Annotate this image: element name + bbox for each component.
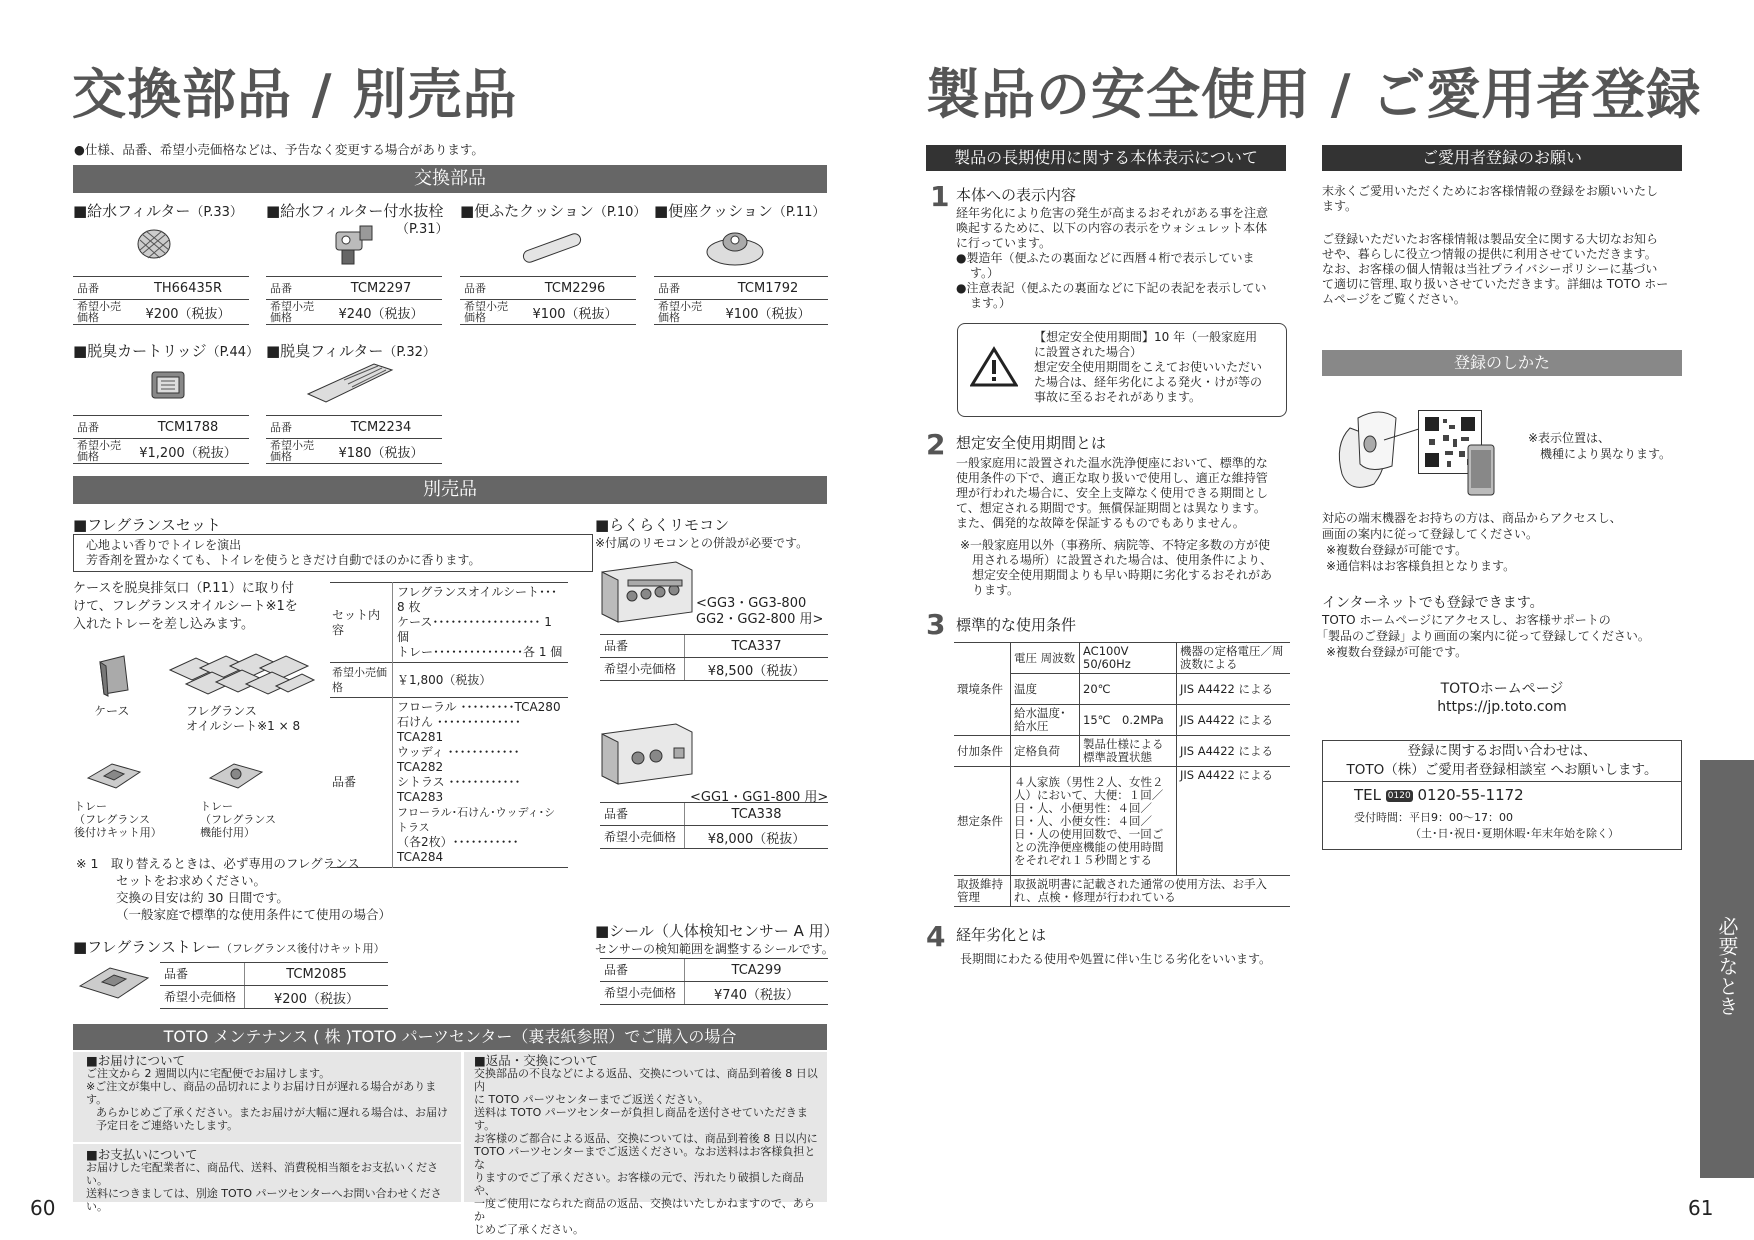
warning-text: 【想定安全使用期間】10 年（一般家庭用 に設置された場合） 想定安全使用期間をこえてお使いいただい た場合は、経年劣化による発火・けが等の 事故に至るおそれがあります。: [1034, 330, 1263, 404]
remote-model1: <GG3・GG3-800 GG2・GG2-800 用>: [696, 596, 824, 627]
fragrance-footnote: ※ 1 取り替えるときは、必ず専用のフレグランス セットをお求めください。 交換の目安は約 30 日間です。 （一般家庭で標準的な使用条件にて使用の場合）: [76, 856, 392, 922]
section-4-number: 4: [926, 920, 946, 953]
fragrance-price-label: 希望小売価格: [332, 666, 387, 694]
side-tab-label: 必要なとき: [1715, 916, 1739, 1016]
contact-text: 登録に関するお問い合わせは、 TOTO（株）ご愛用者登録相談室 へお願いします。: [1346, 743, 1658, 778]
filter-mesh-icon: [132, 224, 176, 264]
oil-sheets-icon: [166, 648, 316, 704]
seat-cushion-icon: [704, 222, 766, 268]
homepage-link[interactable]: https://jp.toto.com: [1437, 699, 1567, 715]
spec-table-seat-cushion: 品番 TCM1792 希望小売価格 ¥100（税抜）: [654, 276, 828, 325]
warning-triangle-icon: [970, 346, 1018, 388]
spec-table-lid-cushion: 品番 TCM2296 希望小売価格 ¥100（税抜）: [460, 276, 636, 325]
fragrance-spec-table: [330, 582, 568, 868]
fragrance-desc: [73, 580, 298, 634]
spec-table-deodorizer-filter: 品番 TCM2234 希望小売価格 ¥180（税抜）: [266, 415, 442, 464]
seal-note: センサーの検知範囲を調整するシールです。: [595, 942, 834, 956]
contact-divider: [1322, 781, 1682, 782]
fragrance-case-icon: [94, 652, 134, 698]
spec-table-drain-valve: 品番 TCM2297 希望小売価格 ¥240（税抜）: [266, 276, 442, 325]
notice: ●仕様、品番、希望小売価格などは、予告なく変更する場合があります。: [74, 142, 484, 157]
exchange-parts-bar: 交換部品: [73, 165, 827, 193]
fragrance-price: ￥1,800（税抜）: [393, 663, 569, 698]
item-title-deodorizer-filter: ■脱臭フィルター（P.32）: [266, 342, 436, 360]
remote-model2: <GG1・GG1-800 用>: [690, 790, 829, 805]
internet-title: インターネットでも登録できます。: [1322, 595, 1544, 611]
registration-text-2: ご登録いただいたお客様情報は製品安全に関する大切なお知ら せや、暮らしに役立つ情報の提供に利用させていただきます。 なお、お客様の個人情報は当社プライバシーポリシーに基づい て適切に管理､取り扱いさせていただきます。詳細は TOTO ホー ムページをご覧ください。: [1322, 232, 1669, 306]
section-4-text: 長期間にわたる使用や処置に伴い生じる劣化をいいます。: [960, 952, 1272, 966]
fragrance-box-line1: 心地よい香りでトイレを演出: [86, 538, 242, 552]
section-2-note: ※一般家庭用以外（事務所、病院等、不特定多数の方が使 用される場所）に設置された場合は、使用条件により、 想定安全使用期間よりも早い時期に劣化するおそれがあ ります。: [960, 538, 1273, 597]
item-title-seat-cushion: ■便座クッション（P.11）: [654, 202, 826, 220]
maint-label: 取扱維持管理: [954, 876, 1011, 907]
fragrance-variants: フローラル ･････････TCA280 石けん ･･････････････TCA281 ウッディ ････････････TCA282 シトラス ････････････TCA283 フローラル･石けん･ウッディ･シトラス （各2枚）･･･････････TCA284: [393, 698, 569, 868]
section-2-text: 一般家庭用に設置された温水洗浄便座において、標準的な 使用条件の下で、適正な取り扱いで使用し、適正な維持管 理が行われた場合に、安全上支障なく使用できる期間とし て、想定される期間です。無償保証期間とは異なります。 また、偶発的な故障を保証するものでもありません。: [956, 456, 1269, 530]
case-label: ケース: [94, 704, 130, 718]
spec-table-remote-gg3: 品番 TCA337 希望小売価格 ¥8,500（税抜）: [600, 634, 828, 681]
delivery-text: ■お届けについて ご注文から 2 週間以内に宅配便でお届けします。 ※ご注文が集中し、商品の品切れによりお届け日が遅れる場合があります。 あらかじめご了承ください。またお届けが大幅に遅れる場合は、お届け 予定日をご連絡いたします。: [86, 1053, 448, 1132]
tray-function-icon: [206, 756, 266, 794]
fragrance-partno-label: 品番: [332, 775, 357, 789]
deodorizer-cartridge-icon: [146, 364, 190, 404]
fragrance-tray-icon: [76, 958, 152, 1004]
tray-kit-label: トレー （フレグランス 後付けキット用）: [74, 800, 162, 839]
remote-gg1-icon: [598, 720, 696, 786]
page-title-left: 交換部品 / 別売品: [72, 63, 518, 126]
fragrance-desc-line1: ケースを脱臭排気口（P.11）に取り付: [73, 581, 294, 596]
remote-gg3-icon: [598, 558, 696, 624]
sheet-label: フレグランス オイルシート※1 × 8: [186, 704, 301, 733]
add-label: 付加条件: [954, 736, 1011, 767]
how-to-register-bar: 登録のしかた: [1322, 350, 1682, 376]
tel-line: TEL 0120 0120-55-1172: [1354, 786, 1524, 804]
registration-text-1: 末永くご愛用いただくためにお客様情報の登録をお願いいたし ます。: [1322, 184, 1659, 213]
purchase-bar: TOTO メンテナンス ( 株 )TOTO パーツセンター（裏表紙参照）でご購入の場合: [73, 1024, 827, 1050]
item-title-lid-cushion: ■便ふたクッション（P.10）: [460, 202, 647, 220]
spec-table-water-filter: 品番 TH66435R 希望小売価格 ¥200（税抜）: [73, 276, 249, 325]
tray-function-label: トレー （フレグランス 機能付用）: [200, 800, 277, 839]
tray-kit-icon: [84, 756, 144, 794]
hours: 受付時間：平日9：00～17：00 （土･日･祝日･夏期休暇･年末年始を除く）: [1354, 811, 1619, 840]
smartphone-icon: [1464, 442, 1498, 498]
fragrance-desc-line3: 入れたトレーを差し込みます。: [73, 617, 254, 632]
fragrance-desc-line2: けて、フレグランスオイルシート※1を: [73, 599, 298, 614]
long-use-bar: 製品の長期使用に関する本体表示について: [926, 145, 1286, 171]
set-items: フレグランスオイルシート･･･ 8 枚 ケース･･････････････････ 1 個 トレー･･･････････････各 1 個: [393, 583, 569, 663]
conditions-table: 環境条件 電圧 周波数 AC100V 50/60Hz 機器の定格電圧／周波数による 温度 20℃ JIS A4422 による 給水温度･給水圧 15℃ 0.2MPa JIS A4422 による 付加条件 定格負荷 製品仕様による標準設置状態 JIS A4422 による 想定条件 ４人家族（男性２人、女性２人）において、大便：１回／日・人、小便男性：４回／日・人、小便女性：４回／日・人の使用回数で、一回ごとの洗浄便座機能の使用時間をそれぞれ１５秒間とする JIS A4422 による 取扱維持管理 取扱説明書に記載された通常の使用方法、お手入れ、点検・修理が行われている: [954, 642, 1290, 907]
section-1-title: 本体への表示内容: [956, 186, 1077, 204]
section-4-title: 経年劣化とは: [956, 926, 1047, 944]
spec-table-deodorizer-cartridge: 品番 TCM1788 希望小売価格 ¥1,200（税抜）: [73, 415, 249, 464]
section-1-text: 経年劣化により危害の発生が高まるおそれがある事を注意 喚起するために、以下の内容の表示をウォシュレット本体 に行っています。 ●製造年（便ふたの裏面などに西暦４桁で表示していま す。） ●注意表記（便ふたの裏面などに下記の表記を表示してい ます。）: [956, 206, 1269, 310]
section-3-number: 3: [926, 608, 946, 641]
env-label: 環境条件: [954, 643, 1011, 736]
homepage-block: [1322, 680, 1682, 716]
fragrance-box-line2: 芳香剤を置かなくても、トイレを使うときだけ自動でほのかに香ります。: [86, 553, 481, 567]
device-text: 対応の端末機器をお持ちの方は、商品からアクセスし、 画面の案内に従って登録してください。 ※複数台登録が可能です。 ※通信料はお客様負担となります。: [1322, 511, 1622, 573]
item-title-water-filter: ■給水フィルター（P.33）: [73, 202, 243, 220]
returns-text: ■返品・交換について 交換部品の不良などによる返品、交換については、商品到着後 8 日以内 に TOTO パーツセンターまでご返送ください。 送料は TOTO パーツセンターが負担し商品を送付させていただきます。 お客様のご都合による返品、交換については、商品到着後 8 日以内に TOTO パーツセンターまでご返送ください。なお送料はお客様負担とな りますのでご了承ください。お客様の元で、汚れたり破損した商品や、 一度ご使用になられた商品の返品、交換はいたしかねますので、あらか じめご了承ください。: [474, 1053, 818, 1236]
page-number-left: 60: [30, 1196, 56, 1220]
spec-table-remote-gg1: 品番 TCA338 希望小売価格 ¥8,000（税抜）: [600, 802, 828, 849]
lid-cushion-icon: [518, 226, 584, 268]
set-label: セット内容: [332, 607, 381, 637]
section-2-title: 想定安全使用期間とは: [956, 434, 1107, 452]
deodorizer-filter-icon: [304, 358, 396, 406]
internet-text: TOTO ホームページにアクセスし、お客様サポートの ｢製品のご登録｣ より画面の案内に従って登録してください。 ※複数台登録が可能です。: [1322, 613, 1650, 659]
section-2-number: 2: [926, 428, 946, 461]
spec-table-fragrance-tray: 品番 TCM2085 希望小売価格 ¥200（税抜）: [160, 962, 388, 1009]
fragrance-set-title: ■フレグランスセット: [73, 516, 221, 534]
free-dial-icon: 0120: [1387, 790, 1411, 801]
payment-text: ■お支払いについて お届けした宅配業者に、商品代、送料、消費税相当額をお支払いください。 送料につきましては、別途 TOTO パーツセンターへお問い合わせください。: [86, 1147, 442, 1213]
drain-valve-icon: [326, 222, 382, 268]
fragrance-box: [73, 534, 593, 572]
page-title-right: 製品の安全使用 / ご愛用者登録: [926, 63, 1702, 126]
spec-table-seal: 品番 TCA299 希望小売価格 ¥740（税抜）: [600, 958, 828, 1005]
item-title-deodorizer-cartridge: ■脱臭カートリッジ（P.44）: [73, 342, 260, 360]
registration-bar: ご愛用者登録のお願い: [1322, 145, 1682, 171]
remote-title: ■らくらくリモコン: [595, 516, 730, 534]
item-ref-drain-valve: （P.31）: [396, 222, 449, 237]
page-number-right: 61: [1688, 1196, 1714, 1220]
item-title-drain-valve: ■給水フィルター付水抜栓: [266, 202, 444, 220]
section-3-title: 標準的な使用条件: [956, 616, 1077, 634]
homepage-label: TOTOホームページ: [1440, 681, 1564, 697]
tel-number[interactable]: 0120-55-1172: [1417, 786, 1524, 804]
seal-title: ■シール（人体検知センサー A 用）: [595, 922, 839, 940]
position-note: ※表示位置は、 機種により異なります。: [1528, 431, 1672, 461]
fragrance-tray-title: ■フレグランストレー（フレグランス後付けキット用）: [73, 938, 385, 956]
assume-label: 想定条件: [954, 767, 1011, 876]
options-bar: 別売品: [73, 476, 827, 504]
section-1-number: 1: [930, 180, 950, 213]
remote-note: ※付属のリモコンとの併設が必要です。: [595, 536, 809, 550]
